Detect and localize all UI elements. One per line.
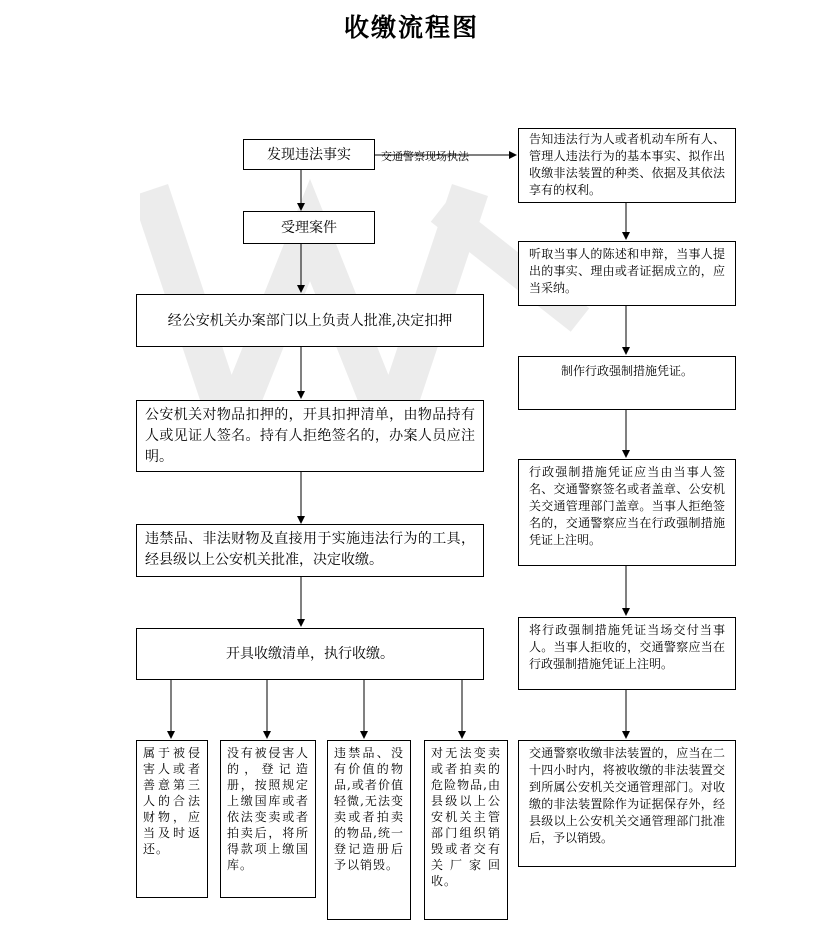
connector-label: 交通警察现场执法 bbox=[381, 150, 469, 163]
node-handover-destroy: 交通警察收缴非法装置的，应当在二十四小时内，将被收缴的非法装置交到所属公安机关交通管理部门。对收缴的非法装置除作为证据保存外，经县级以上公安机关交通管理部门批准后，予以销毁。 bbox=[518, 740, 736, 867]
node-deliver-certificate: 将行政强制措施凭证当场交付当事人。当事人拒收的，交通警察应当在行政强制措施凭证上注明。 bbox=[518, 617, 736, 690]
outcome-register-treasury: 没有被侵害人的，登记造册，按照规定上缴国库或者依法变卖或者拍卖后，将所得款项上缴国库。 bbox=[220, 740, 316, 898]
node-confiscation-decision: 违禁品、非法财物及直接用于实施违法行为的工具，经县级以上公安机关批准，决定收缴。 bbox=[136, 524, 484, 577]
node-approve-seizure: 经公安机关办案部门以上负责人批准,决定扣押 bbox=[136, 294, 484, 347]
outcome-destroy-contraband: 违禁品、没有价值的物品,或者价值轻微,无法变卖或者拍卖的物品,统一登记造册后予以销毁。 bbox=[327, 740, 411, 920]
node-sign-certificate: 行政强制措施凭证应当由当事人签名、交通警察签名或者盖章、公安机关交通管理部门盖章。当事人拒绝签名的，交通警察应当在行政强制措施凭证上注明。 bbox=[518, 459, 736, 566]
node-execute-confiscation: 开具收缴清单，执行收缴。 bbox=[136, 628, 484, 680]
outcome-dangerous-goods: 对无法变卖或者拍卖的危险物品,由县级以上公安机关主管部门组织销毁或者交有关厂家回收。 bbox=[424, 740, 508, 920]
node-accept-case: 受理案件 bbox=[243, 211, 375, 244]
node-inform-party: 告知违法行为人或者机动车所有人、管理人违法行为的基本事实、拟作出收缴非法装置的种类、依据及其依法享有的权利。 bbox=[518, 128, 736, 203]
node-discover-violation: 发现违法事实 bbox=[243, 139, 375, 170]
node-hear-statement: 听取当事人的陈述和申辩，当事人提出的事实、理由或者证据成立的，应当采纳。 bbox=[518, 241, 736, 306]
page-title: 收缴流程图 bbox=[343, 13, 479, 42]
outcome-return-property: 属于被侵害人或者善意第三人的合法财物，应当及时返还。 bbox=[136, 740, 208, 898]
node-seizure-list: 公安机关对物品扣押的，开具扣押清单，由物品持有人或见证人签名。持有人拒绝签名的，办案人员应注明。 bbox=[136, 400, 484, 472]
node-make-certificate: 制作行政强制措施凭证。 bbox=[518, 356, 736, 410]
